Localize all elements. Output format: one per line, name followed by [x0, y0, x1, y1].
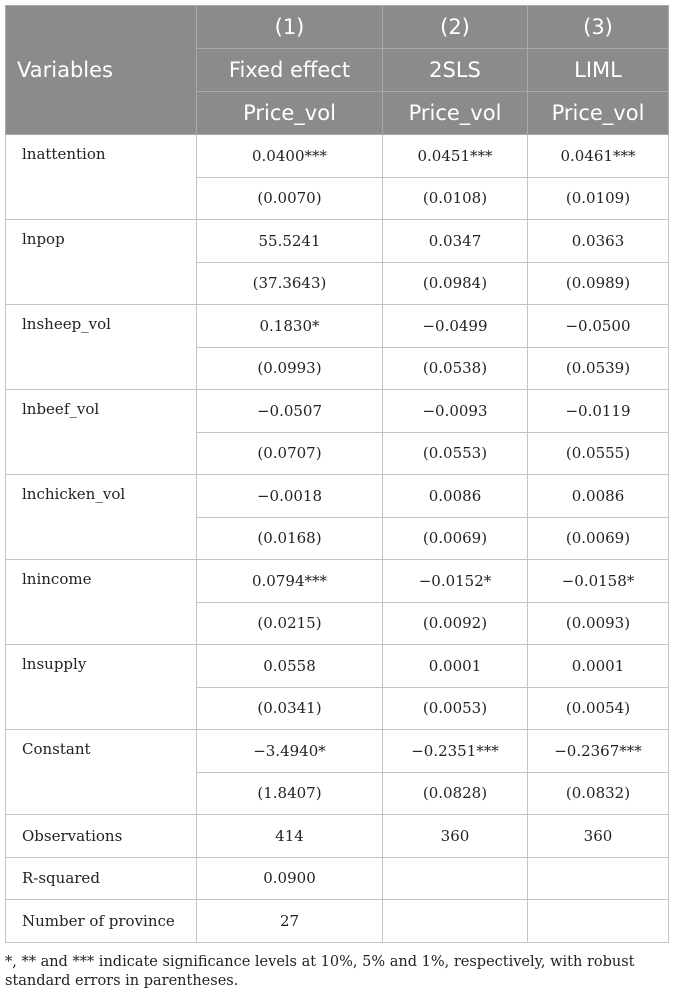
se-cell: (0.0555) — [528, 432, 669, 475]
coef-cell: 0.0461*** — [528, 135, 669, 178]
stat-cell — [383, 857, 528, 900]
coef-row — [6, 560, 669, 603]
table-header — [6, 6, 669, 135]
coef-cell: −0.0499 — [383, 305, 528, 348]
coef-cell: −0.0500 — [528, 305, 669, 348]
se-cell: (0.0053) — [383, 687, 528, 730]
se-cell: (0.0989) — [528, 262, 669, 305]
column-depvar: Price_vol — [383, 92, 528, 135]
column-method: 2SLS — [383, 49, 528, 92]
coef-cell: 0.0001 — [383, 645, 528, 688]
regression-table — [5, 5, 669, 943]
variable-name: lnchicken_vol — [6, 475, 197, 560]
coef-row — [6, 645, 669, 688]
column-number: (2) — [383, 6, 528, 49]
coef-row — [6, 220, 669, 263]
variable-name: lnsupply — [6, 645, 197, 730]
coef-cell: 0.0794*** — [197, 560, 383, 603]
variable-name: Observations — [6, 815, 197, 858]
variable-name: lnincome — [6, 560, 197, 645]
se-cell: (0.0070) — [197, 177, 383, 220]
coef-cell: −0.0158* — [528, 560, 669, 603]
se-cell: (0.0108) — [383, 177, 528, 220]
se-cell: (0.0707) — [197, 432, 383, 475]
coef-cell: −0.0018 — [197, 475, 383, 518]
stat-cell — [383, 900, 528, 943]
coef-cell: 0.1830* — [197, 305, 383, 348]
stats-row-observations — [6, 815, 669, 858]
stat-cell: 0.0900 — [197, 857, 383, 900]
column-method: Fixed effect — [197, 49, 383, 92]
variable-name: R-squared — [6, 857, 197, 900]
coef-row — [6, 305, 669, 348]
se-cell: (0.0553) — [383, 432, 528, 475]
se-cell: (1.8407) — [197, 772, 383, 815]
coef-cell: 0.0400*** — [197, 135, 383, 178]
stat-cell — [528, 857, 669, 900]
coef-cell: 0.0451*** — [383, 135, 528, 178]
coef-cell: −0.0152* — [383, 560, 528, 603]
se-cell: (0.0832) — [528, 772, 669, 815]
coef-cell: 0.0558 — [197, 645, 383, 688]
se-cell: (0.0069) — [383, 517, 528, 560]
coef-cell: −0.2367*** — [528, 730, 669, 773]
se-cell: (37.3643) — [197, 262, 383, 305]
se-cell: (0.0539) — [528, 347, 669, 390]
se-cell: (0.0093) — [528, 602, 669, 645]
coef-cell: −3.4940* — [197, 730, 383, 773]
column-depvar: Price_vol — [528, 92, 669, 135]
coef-row — [6, 730, 669, 773]
se-cell: (0.0069) — [528, 517, 669, 560]
coef-cell: 0.0086 — [528, 475, 669, 518]
coef-cell: 0.0363 — [528, 220, 669, 263]
coef-cell: 55.5241 — [197, 220, 383, 263]
se-cell: (0.0215) — [197, 602, 383, 645]
se-cell: (0.0828) — [383, 772, 528, 815]
variable-name: lnattention — [6, 135, 197, 220]
stats-row-provinces — [6, 900, 669, 943]
column-number: (1) — [197, 6, 383, 49]
table-footnote: *, ** and *** indicate significance levels at 10%, 5% and 1%, respectively, with robust standard errors in parentheses. — [5, 954, 635, 989]
stat-cell: 414 — [197, 815, 383, 858]
stat-cell: 27 — [197, 900, 383, 943]
coef-cell: 0.0086 — [383, 475, 528, 518]
coef-row — [6, 475, 669, 518]
se-cell: (0.0984) — [383, 262, 528, 305]
header-row-numbers — [6, 6, 669, 49]
column-number: (3) — [528, 6, 669, 49]
stat-cell: 360 — [528, 815, 669, 858]
se-cell: (0.0168) — [197, 517, 383, 560]
se-cell: (0.0109) — [528, 177, 669, 220]
variable-name: lnsheep_vol — [6, 305, 197, 390]
stat-cell: 360 — [383, 815, 528, 858]
se-cell: (0.0054) — [528, 687, 669, 730]
coef-cell: −0.0507 — [197, 390, 383, 433]
column-method: LIML — [528, 49, 669, 92]
coef-row — [6, 135, 669, 178]
coef-row — [6, 390, 669, 433]
variable-name: Constant — [6, 730, 197, 815]
coef-cell: −0.0093 — [383, 390, 528, 433]
stat-cell — [528, 900, 669, 943]
column-depvar: Price_vol — [197, 92, 383, 135]
variable-name: lnpop — [6, 220, 197, 305]
variable-name: Number of province — [6, 900, 197, 943]
coef-cell: −0.0119 — [528, 390, 669, 433]
se-cell: (0.0341) — [197, 687, 383, 730]
se-cell: (0.0538) — [383, 347, 528, 390]
stats-row-r-squared — [6, 857, 669, 900]
coef-cell: 0.0347 — [383, 220, 528, 263]
coef-cell: −0.2351*** — [383, 730, 528, 773]
variables-header: Variables — [6, 6, 197, 135]
se-cell: (0.0993) — [197, 347, 383, 390]
se-cell: (0.0092) — [383, 602, 528, 645]
variable-name: lnbeef_vol — [6, 390, 197, 475]
coef-cell: 0.0001 — [528, 645, 669, 688]
table-body — [6, 135, 669, 943]
